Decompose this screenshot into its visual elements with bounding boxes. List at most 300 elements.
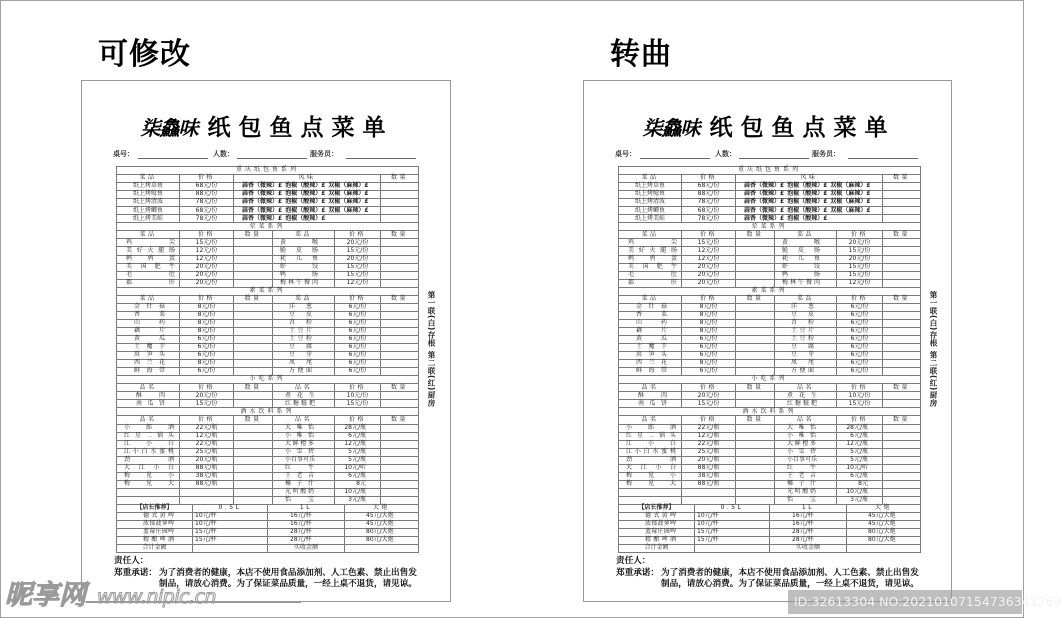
dish-name: 郡肝 xyxy=(117,279,180,287)
flavor-option: 蒜香（微辣）£ xyxy=(242,206,283,214)
dish-price: 6元/份 xyxy=(837,344,883,352)
column-header-row xyxy=(619,231,921,239)
flavor-option: 双椒（麻辣）£ xyxy=(830,190,871,198)
quantity-cell xyxy=(381,400,419,408)
flavor-options xyxy=(234,199,381,207)
beer-price-one-liter: 28元/杯 xyxy=(770,529,847,537)
column-header-row xyxy=(619,416,921,424)
dish-name: 香菜 xyxy=(117,311,180,319)
dish-name: 小唯怡 xyxy=(273,432,335,440)
dish-price: 6元/份 xyxy=(682,335,736,343)
quantity-cell xyxy=(736,271,775,279)
dish-price: 8元/份 xyxy=(682,319,736,327)
menu-item-row xyxy=(619,263,921,271)
quantity-cell xyxy=(883,263,921,271)
column-header: 价格 xyxy=(335,416,381,424)
dish-name: 大鲜橙多 xyxy=(273,440,335,448)
dish-price: 6元/份 xyxy=(837,319,883,327)
dish-name: 豆芽 xyxy=(273,352,335,360)
quantity-cell xyxy=(883,480,921,488)
beer-price-cannon: 45元/大炮 xyxy=(345,521,419,529)
dish-name: 光明酸奶 xyxy=(273,488,335,496)
recommend-title: 【店长推荐】 xyxy=(619,504,695,512)
section-title: 重庆纸包鱼系列 xyxy=(619,167,921,175)
column-header: 价格 xyxy=(180,295,234,303)
menu-item-row xyxy=(117,199,419,207)
flavor-option: 泡椒（酸辣）£ xyxy=(285,206,326,214)
dish-name: 黄喉 xyxy=(775,239,837,247)
menu-item-row xyxy=(117,215,419,223)
dish-price: 6元/份 xyxy=(180,368,234,376)
menu-title-text: 纸包鱼点菜单 xyxy=(207,114,394,141)
dish-name: 纸上烤草鱼 xyxy=(619,183,682,191)
beer-name: 德式黄啤 xyxy=(619,513,695,521)
column-header: 菜品 xyxy=(619,295,682,303)
column-header: 菜品 xyxy=(273,295,335,303)
dish-name: 江小白 xyxy=(619,440,682,448)
column-header: 菜品 xyxy=(775,231,837,239)
section-title: 酒水饮料系列 xyxy=(117,408,419,416)
beer-price-half-liter: 10元/杯 xyxy=(193,521,268,529)
dish-price: 12元/份 xyxy=(180,247,234,255)
column-header: 数量 xyxy=(883,295,921,303)
total-row xyxy=(117,545,419,553)
beer-price-cannon: 45元/大炮 xyxy=(847,513,921,521)
quantity-cell xyxy=(381,440,419,448)
promise-label: 郑重承诺： xyxy=(114,567,157,578)
column-header: 数量 xyxy=(234,231,273,239)
dish-price: 12元/瓶 xyxy=(682,432,736,440)
column-header: 品名 xyxy=(117,416,180,424)
dish-name: 小百事可乐 xyxy=(775,456,837,464)
quantity-cell xyxy=(736,400,775,408)
dish-price: 68元/份 xyxy=(682,183,736,191)
dish-name: 虾饺 xyxy=(775,263,837,271)
flavor-option: 双椒（麻辣）£ xyxy=(328,206,369,214)
menu-item-row xyxy=(117,239,419,247)
dish-price: 5元/瓶 xyxy=(837,448,883,456)
quantity-cell xyxy=(736,472,775,480)
total-amount-label: 合计金额 xyxy=(117,545,193,553)
dish-name: 煮花生 xyxy=(775,392,837,400)
dish-price: 10元/听 xyxy=(837,464,883,472)
dish-price: 20元/份 xyxy=(682,271,736,279)
size-header: 1L xyxy=(770,504,847,512)
quantity-cell xyxy=(883,432,921,440)
column-header: 菜品 xyxy=(117,295,180,303)
dish-price: 15元/份 xyxy=(335,400,381,408)
brand-name: 柒鱻味 xyxy=(140,116,198,140)
dish-name: 江小白水蜜桃 xyxy=(117,448,180,456)
quantity-cell xyxy=(381,368,419,376)
menu-item-row xyxy=(117,207,419,215)
flavor-option: 双椒（麻辣）£ xyxy=(328,182,369,190)
dish-price: 3元/瓶 xyxy=(335,496,381,504)
quantity-cell xyxy=(381,432,419,440)
beer-price-one-liter: 28元/杯 xyxy=(268,529,345,537)
dish-price: 20元/份 xyxy=(335,239,381,247)
dish-name: 凤尾 xyxy=(273,360,335,368)
dish-price xyxy=(180,488,234,496)
dish-price: 20元/份 xyxy=(335,255,381,263)
dish-name: 山药 xyxy=(619,319,682,327)
dish-name: 凤尾 xyxy=(775,360,837,368)
menu-panel-outlined xyxy=(583,80,952,602)
dish-price: 6元/份 xyxy=(335,352,381,360)
beer-price-cannon: 45元/大炮 xyxy=(847,521,921,529)
table-number-field xyxy=(640,158,710,159)
dish-price: 6元/份 xyxy=(335,344,381,352)
dish-name: 洋葱 xyxy=(273,303,335,311)
table-number-field xyxy=(138,158,208,159)
quantity-cell xyxy=(883,255,921,263)
flavor-option: 蒜香（微辣）£ xyxy=(744,190,785,198)
size-header: 1L xyxy=(268,504,345,512)
promise-line: 制品，请放心消费。为了保证菜品质量，一经上桌不退货，请见谅。 xyxy=(661,579,919,589)
quantity-cell xyxy=(381,255,419,263)
quantity-cell xyxy=(883,199,921,207)
dish-price: 6元/份 xyxy=(837,335,883,343)
quantity-cell xyxy=(234,335,273,343)
flavor-option: 泡椒（酸辣）£ xyxy=(285,198,326,206)
section-title-row xyxy=(619,167,921,175)
dish-name: 鲜海带 xyxy=(619,368,682,376)
dish-name: 纸上烤清波 xyxy=(619,199,682,207)
flavor-option: 蒜香（微辣）£ xyxy=(242,190,283,198)
quantity-cell xyxy=(234,480,273,488)
flavor-options xyxy=(234,215,381,223)
total-amount-value xyxy=(695,545,770,553)
dish-name: 梅见大 xyxy=(117,480,180,488)
column-header: 菜品 xyxy=(117,175,180,183)
dish-price: 8元/份 xyxy=(682,360,736,368)
dish-price: 6元/份 xyxy=(837,327,883,335)
dish-name: 梅林午餐肉 xyxy=(775,279,837,287)
dish-price: 22元/瓶 xyxy=(180,424,234,432)
dish-name: 大唯怡 xyxy=(273,424,335,432)
quantity-cell xyxy=(234,440,273,448)
dish-name: 小郎酒 xyxy=(117,424,180,432)
dish-price: 88元/份 xyxy=(682,191,736,199)
quantity-cell xyxy=(736,311,775,319)
dish-name: 怡宝 xyxy=(273,496,335,504)
quantity-cell xyxy=(381,464,419,472)
quantity-cell xyxy=(736,480,775,488)
section-title-row xyxy=(619,376,921,384)
dish-name: 苕粉 xyxy=(775,319,837,327)
promise-line: 制品，请放心消费。为了保证菜品质量，一经上桌不退货，请见谅。 xyxy=(159,579,417,589)
received-amount-label: 实收金额 xyxy=(770,545,847,553)
waiter-label: 服务员： xyxy=(310,150,338,158)
quantity-cell xyxy=(381,271,419,279)
dish-price: 15元/份 xyxy=(180,400,234,408)
quantity-cell xyxy=(736,448,775,456)
menu-item-row xyxy=(619,271,921,279)
quantity-cell xyxy=(381,360,419,368)
section-title: 荤菜系列 xyxy=(619,223,921,231)
quantity-cell xyxy=(381,303,419,311)
promise-label: 郑重承诺： xyxy=(616,567,659,578)
promise-block xyxy=(616,568,926,591)
dish-price: 6元/瓶 xyxy=(837,472,883,480)
quantity-cell xyxy=(234,239,273,247)
quantity-cell xyxy=(883,335,921,343)
dish-name: 椰子汁 xyxy=(273,480,335,488)
quantity-cell xyxy=(736,456,775,464)
table-number-label: 桌号： xyxy=(615,150,636,158)
quantity-cell xyxy=(381,392,419,400)
dish-price: 12元/份 xyxy=(682,255,736,263)
dish-price: 6元/份 xyxy=(682,368,736,376)
dish-name: 鹌鹑蛋 xyxy=(619,255,682,263)
quantity-cell xyxy=(234,263,273,271)
quantity-cell xyxy=(234,303,273,311)
quantity-cell xyxy=(883,352,921,360)
dish-price: 12元/瓶 xyxy=(180,432,234,440)
dish-name: 红牛 xyxy=(775,464,837,472)
quantity-cell xyxy=(234,344,273,352)
dish-price: 5元/瓶 xyxy=(335,448,381,456)
dish-price: 8元 xyxy=(335,480,381,488)
quantity-cell xyxy=(381,239,419,247)
section-title-row xyxy=(117,223,419,231)
dish-name: 山药 xyxy=(117,319,180,327)
dish-name: 纸上烤美蛙 xyxy=(117,215,180,223)
watermark-site-logo: 昵享网 xyxy=(5,580,86,611)
section-title-row xyxy=(117,408,419,416)
menu-item-row xyxy=(117,480,419,488)
beer-price-half-liter: 15元/杯 xyxy=(193,537,268,545)
flavor-option: 蒜香（微辣）£ xyxy=(744,182,785,190)
dish-price: 15元/份 xyxy=(837,247,883,255)
dish-price: 8元/份 xyxy=(180,327,234,335)
flavor-option: 蒜香（微辣）£ xyxy=(744,206,785,214)
quantity-cell xyxy=(883,448,921,456)
quantity-cell xyxy=(381,352,419,360)
dish-price: 20元/份 xyxy=(180,279,234,287)
received-amount-value xyxy=(847,545,921,553)
menu-table xyxy=(116,166,419,505)
quantity-cell xyxy=(234,327,273,335)
section-title-row xyxy=(117,167,419,175)
dish-price: 78元/份 xyxy=(682,215,736,223)
dish-price: 20元/份 xyxy=(837,239,883,247)
dish-name: 梅见小 xyxy=(619,472,682,480)
menu-item-row xyxy=(117,400,419,408)
dish-name: 鸡尖 xyxy=(117,239,180,247)
quantity-cell xyxy=(381,311,419,319)
column-header-row xyxy=(117,231,419,239)
dish-name: 苕粉 xyxy=(273,319,335,327)
dish-name: 豆皮 xyxy=(775,311,837,319)
dish-price: 3元/瓶 xyxy=(837,496,883,504)
column-header: 菜品 xyxy=(619,175,682,183)
dish-price: 15元/份 xyxy=(682,239,736,247)
quantity-cell xyxy=(736,352,775,360)
dish-name: 豆芽 xyxy=(775,352,837,360)
flavor-option: 蒜香（微辣）£ xyxy=(744,214,785,222)
brand-name: 柒鱻味 xyxy=(642,116,700,140)
dish-name: 美国肥牛 xyxy=(117,263,180,271)
quantity-cell xyxy=(736,344,775,352)
dish-price: 10元/听 xyxy=(335,464,381,472)
quantity-cell xyxy=(381,488,419,496)
dish-price: 15元/份 xyxy=(180,239,234,247)
dish-price: 8元/份 xyxy=(180,311,234,319)
recommend-table xyxy=(618,504,921,553)
dish-name: 红糖糍粑 xyxy=(775,400,837,408)
dish-price: 6元/份 xyxy=(335,360,381,368)
quantity-cell xyxy=(736,464,775,472)
dish-price: 6元/份 xyxy=(335,311,381,319)
beer-name: 蓝莓庄园啤 xyxy=(117,529,193,537)
menu-item-row xyxy=(619,279,921,287)
dish-name: 莴笋头 xyxy=(619,352,682,360)
beer-price-half-liter: 10元/杯 xyxy=(695,521,770,529)
guest-count-field xyxy=(739,158,809,159)
dish-name: 大唯怡 xyxy=(775,424,837,432)
column-header: 菜品 xyxy=(273,231,335,239)
dish-price: 6元/份 xyxy=(180,352,234,360)
menu-item-row xyxy=(619,239,921,247)
column-header: 数量 xyxy=(381,384,419,392)
quantity-cell xyxy=(883,360,921,368)
column-header: 数量 xyxy=(883,384,921,392)
dish-price: 78元/份 xyxy=(180,199,234,207)
dish-name: 王老吉 xyxy=(775,472,837,480)
column-header: 价格 xyxy=(682,384,736,392)
received-amount-value xyxy=(345,545,419,553)
waiter-field xyxy=(848,158,918,159)
quantity-cell xyxy=(736,488,775,496)
dish-price: 6元/份 xyxy=(837,352,883,360)
heading-editable: 可修改 xyxy=(98,37,191,72)
dish-price: 10元/瓶 xyxy=(335,488,381,496)
dish-price: 28元/瓶 xyxy=(335,424,381,432)
quantity-cell xyxy=(736,440,775,448)
column-header: 价格 xyxy=(335,295,381,303)
column-header: 菜品 xyxy=(619,231,682,239)
quantity-cell xyxy=(883,247,921,255)
dish-name: 酥肉 xyxy=(619,392,682,400)
menu-item-row xyxy=(117,432,419,440)
menu-item-row xyxy=(117,448,419,456)
dish-name: 梅见小 xyxy=(117,472,180,480)
dish-price: 6元/份 xyxy=(335,327,381,335)
dish-price: 20元/份 xyxy=(682,263,736,271)
quantity-cell xyxy=(736,335,775,343)
flavor-option: 双椒（麻辣）£ xyxy=(328,190,369,198)
dish-price: 15元/份 xyxy=(335,247,381,255)
menu-item-row xyxy=(619,488,921,496)
menu-item-row xyxy=(619,255,921,263)
dish-name: 西兰花 xyxy=(117,360,180,368)
flavor-options xyxy=(736,199,883,207)
dish-price: 5元/瓶 xyxy=(335,456,381,464)
column-header: 价格 xyxy=(837,384,883,392)
column-header: 价格 xyxy=(335,384,381,392)
dish-price: 6元/瓶 xyxy=(837,432,883,440)
quantity-cell xyxy=(883,183,921,191)
quantity-cell xyxy=(234,456,273,464)
dish-name: 耗儿鱼 xyxy=(273,255,335,263)
size-header: 0.5L xyxy=(193,504,268,512)
quantity-cell xyxy=(736,327,775,335)
responsible-person-label: 责任人： xyxy=(114,556,149,566)
menu-item-row xyxy=(117,424,419,432)
column-header: 价格 xyxy=(180,416,234,424)
column-header: 价格 xyxy=(837,231,883,239)
flavor-option: 泡椒（酸辣）£ xyxy=(787,182,828,190)
dish-price: 15元/份 xyxy=(837,271,883,279)
dish-price: 6元/份 xyxy=(180,344,234,352)
beer-name: 德式黄啤 xyxy=(117,513,193,521)
column-header: 数量 xyxy=(381,175,419,183)
dish-price: 15元/份 xyxy=(335,263,381,271)
promise-line: 为了消费者的健康，本店不使用食品添加剂、人工色素、禁止出售发 xyxy=(661,567,919,578)
beer-price-cannon: 80元/大炮 xyxy=(345,537,419,545)
column-header: 价格 xyxy=(682,416,736,424)
quantity-cell xyxy=(381,327,419,335)
flavor-options xyxy=(736,215,883,223)
dish-name: 黄瓜 xyxy=(619,335,682,343)
quantity-cell xyxy=(883,400,921,408)
quantity-cell xyxy=(883,191,921,199)
dish-name: 美好火腿肠 xyxy=(619,247,682,255)
dish-price: 22元/瓶 xyxy=(682,440,736,448)
dish-price: 68元/份 xyxy=(180,183,234,191)
quantity-cell xyxy=(883,215,921,223)
quantity-cell xyxy=(883,207,921,215)
dish-price: 88元/瓶 xyxy=(180,480,234,488)
menu-item-row xyxy=(619,424,921,432)
dish-name: 毛肚 xyxy=(619,271,682,279)
quantity-cell xyxy=(234,424,273,432)
beer-price-cannon: 80元/大炮 xyxy=(847,537,921,545)
quantity-cell xyxy=(381,215,419,223)
waiter-label: 服务员： xyxy=(812,150,840,158)
guest-count-field xyxy=(237,158,307,159)
dish-price: 38元/瓶 xyxy=(682,472,736,480)
quantity-cell xyxy=(736,263,775,271)
section-title: 小吃系列 xyxy=(619,376,921,384)
total-row xyxy=(619,545,921,553)
dish-price: 12元/份 xyxy=(335,279,381,287)
dish-name: 大江小白 xyxy=(619,464,682,472)
responsible-person-label: 责任人： xyxy=(616,556,651,566)
quantity-cell xyxy=(234,279,273,287)
section-title-row xyxy=(117,376,419,384)
dish-price: 78元/份 xyxy=(180,215,234,223)
dish-price: 20元/份 xyxy=(180,392,234,400)
copy-note-second: 第二联(红)厨房 xyxy=(427,351,436,407)
beer-price-half-liter: 10元/杯 xyxy=(193,513,268,521)
copy-note-first: 第一联(白)存根 xyxy=(929,291,938,347)
beer-name: 精酿啤酒 xyxy=(619,537,695,545)
quantity-cell xyxy=(234,352,273,360)
dish-price: 20元/份 xyxy=(837,255,883,263)
dish-price: 10元/份 xyxy=(837,392,883,400)
table-number-label: 桌号： xyxy=(113,150,134,158)
guest-count-label: 人数： xyxy=(715,150,736,158)
quantity-cell xyxy=(234,464,273,472)
dish-price: 88元/瓶 xyxy=(682,480,736,488)
dish-price: 15元/份 xyxy=(335,271,381,279)
menu-item-row xyxy=(619,480,921,488)
dish-name: 纸上烤草鱼 xyxy=(117,183,180,191)
quantity-cell xyxy=(381,279,419,287)
copy-note-second: 第二联(红)厨房 xyxy=(929,351,938,407)
